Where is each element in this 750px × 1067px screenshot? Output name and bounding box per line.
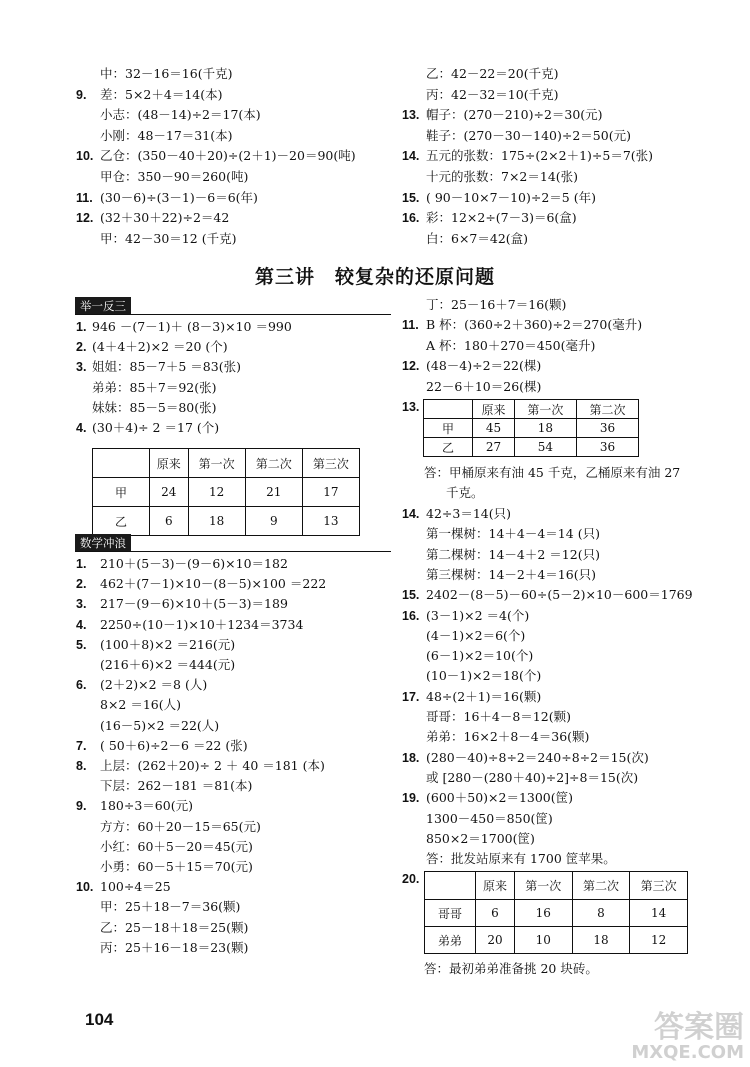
answer-text: 五元的张数：175÷(2×2＋1)÷5＝7(张): [426, 148, 654, 164]
answer-text: (2＋2)×2 ＝8 (人): [100, 677, 208, 693]
answer-text: 十元的张数：7×2＝14(张): [426, 169, 579, 184]
answer-text: 22－6＋10＝26(棵): [426, 378, 542, 394]
table-cell: [425, 872, 476, 900]
table-cell: 18: [188, 507, 245, 536]
answer-text: 姐姐：85－7＋5 ＝83(张): [92, 359, 241, 375]
answer-text: (280－40)÷8÷2＝240÷8÷2＝15(次): [426, 749, 649, 765]
question-number: 2.: [76, 340, 87, 355]
table-cell: 弟弟: [425, 927, 476, 954]
answer-line: [402, 628, 525, 644]
answer-line: [402, 547, 600, 563]
section-title: 第三讲 较复杂的还原问题: [254, 266, 495, 288]
answer-line: [402, 148, 653, 164]
answer-text: 946 －(7－1)＋ (8－3)×10 ＝990: [92, 319, 292, 334]
answer-line: [76, 339, 228, 355]
table-cell: 第三次: [302, 449, 359, 478]
question-number: 20.: [402, 872, 420, 886]
answer-line: [76, 637, 235, 653]
table-q13: [423, 399, 639, 457]
answer-line: [76, 556, 288, 572]
answer-line: [402, 66, 558, 82]
answer-line: [402, 128, 631, 144]
answer-text: 1300－450＝850(筐): [426, 810, 553, 826]
question-number: 5.: [76, 637, 87, 652]
table-cell: 36: [576, 419, 638, 438]
answer-line: [402, 851, 616, 867]
answer-text: 甲：25＋18－7＝36(颗): [100, 899, 241, 915]
answer-line: [402, 587, 693, 603]
question-number: 12.: [402, 359, 420, 374]
answer-text: 中：32－16＝16(千克): [100, 66, 233, 81]
answer-text: 弟弟：85＋7＝92(张): [92, 379, 217, 395]
answer-line: [76, 596, 288, 612]
answer-text: A 杯：180＋270＝450(毫升): [426, 337, 596, 353]
answer-line: [76, 899, 240, 915]
answer-line: [76, 859, 253, 875]
question-number: 2.: [76, 577, 87, 592]
table-cell: 12: [630, 927, 688, 954]
question-number: 4.: [76, 421, 87, 435]
answer-line: [76, 107, 261, 123]
answer-line: [76, 231, 236, 247]
answer-text: (100＋8)×2 ＝216(元): [100, 636, 236, 652]
answer-line: [76, 359, 241, 375]
answer-text: 第二棵树：14－4＋2 ＝12(只): [426, 546, 600, 562]
answer-line: [76, 758, 325, 774]
answer-text: 或 [280－(280＋40)÷2]÷8＝15(次): [426, 769, 639, 785]
answer-line: [402, 231, 528, 247]
answer-line: [76, 940, 248, 956]
answer-text: (10－1)×2＝18(个): [426, 668, 542, 684]
answer-text: 彩：12×2÷(7－3)＝6(盒): [426, 210, 577, 226]
answer-line: [76, 657, 235, 673]
table-cell: 18: [514, 419, 576, 438]
table-cell: 16: [514, 900, 572, 927]
question-number: 11.: [76, 190, 93, 205]
answer-text: (48－4)÷2＝22(棵): [426, 358, 542, 374]
answer-text: 鞋子：(270－30－140)÷2＝50(元): [426, 127, 631, 143]
tag-practice: 举一反三: [75, 297, 131, 315]
answer-text: 第三棵树：14－2＋4＝16(只): [426, 566, 596, 582]
table-q20: [424, 871, 688, 954]
answer-line: [402, 608, 529, 624]
answer-line: [402, 567, 596, 583]
table-cell: 20: [476, 927, 515, 954]
table-cell: 27: [473, 438, 515, 457]
answer-line: [402, 87, 558, 103]
answer-text: 弟弟：16×2＋8－4＝36(颗): [426, 729, 590, 745]
table-cell: 45: [473, 419, 515, 438]
answer-text: 甲：42－30＝12 (千克): [100, 230, 237, 246]
answer-line: [76, 576, 326, 592]
answer-line: [402, 831, 535, 847]
question-number: 8.: [76, 759, 87, 773]
answer-text: (216＋6)×2 ＝444(元): [100, 657, 236, 672]
table-cell: 第二次: [572, 872, 630, 900]
answer-text: 2250÷(10－1)×10＋1234＝3734: [100, 616, 304, 632]
table-q4: [92, 448, 360, 536]
answer-line: [76, 738, 248, 754]
answer-line: [76, 778, 252, 794]
answer-line: [402, 689, 541, 705]
answer-line: [76, 677, 207, 693]
answer-text: 丁：25－16＋7＝16(颗): [426, 297, 567, 312]
answer-text: 乙：42－22＝20(千克): [426, 66, 559, 81]
question-number: 7.: [76, 738, 87, 753]
answer-text: (3－1)×2 ＝4(个): [426, 607, 530, 623]
answer-line: [76, 400, 217, 416]
watermark: 答案圈 MXQE.COM: [631, 1010, 744, 1063]
answer-line: [76, 380, 217, 396]
tag-underline: [75, 551, 391, 552]
answer-text: 千克。: [446, 485, 484, 500]
table-cell: 8: [572, 900, 630, 927]
answer-line: [402, 811, 553, 827]
table-cell: 21: [245, 478, 302, 507]
answer-line: [76, 87, 223, 103]
table-cell: 甲: [424, 419, 473, 438]
table-cell: 原来: [476, 872, 515, 900]
question-number: 14.: [402, 149, 420, 164]
answer-text: (600＋50)×2＝1300(筐): [426, 790, 574, 806]
answer-line: [76, 169, 248, 185]
answer-line: [402, 506, 511, 522]
answer-text: 乙：25－18＋18＝25(颗): [100, 919, 249, 935]
question-number: 15.: [402, 588, 420, 603]
question-number: 11.: [402, 318, 419, 333]
table-cell: 24: [150, 478, 189, 507]
question-number: 6.: [76, 678, 87, 693]
question-number: 19.: [402, 791, 420, 806]
question-number: 4.: [76, 617, 87, 632]
answer-text: 白：6×7＝42(盒): [426, 230, 529, 246]
question-number: 9.: [76, 799, 87, 814]
table-cell: 哥哥: [425, 900, 476, 927]
answer-line: [76, 718, 219, 734]
answer-text: (4－1)×2＝6(个): [426, 627, 526, 643]
answer-line: [402, 770, 638, 786]
answer-text: 哥哥：16＋4－8＝12(颗): [426, 709, 571, 724]
table-cell: [424, 400, 473, 419]
answer-text: 下层：262－181 ＝81(本): [100, 778, 253, 794]
table-cell: 第一次: [514, 400, 576, 419]
answer-text: 8×2 ＝16(人): [100, 697, 182, 713]
answer-text: 2402－(8－5)－60÷(5－2)×10－600＝1769: [426, 587, 693, 603]
table-cell: 乙: [424, 438, 473, 457]
answer-line: [76, 148, 356, 164]
answer-text: ( 90－10×7－10)÷2＝5 (年): [426, 189, 596, 205]
answer-text: 上层：(262＋20)÷ 2 ＋ 40 ＝181 (本): [100, 758, 325, 773]
table-cell: 10: [514, 927, 572, 954]
answer-text: 小刚：48－17＝31(本): [100, 127, 233, 143]
answer-text: 462＋(7－1)×10－(8－5)×100 ＝222: [100, 576, 327, 592]
table-cell: [93, 449, 150, 478]
table-cell: 18: [572, 927, 630, 954]
table-cell: 9: [245, 507, 302, 536]
table-cell: 乙: [93, 507, 150, 536]
answer-text: 乙仓：(350－40＋20)÷(2＋1)－20＝90(吨): [100, 148, 356, 164]
answer-line: [402, 210, 577, 226]
question-number: 1.: [76, 557, 87, 571]
question-number: 9.: [76, 87, 87, 102]
table-cell: 第三次: [630, 872, 688, 900]
answer-text: (16－5)×2 ＝22(人): [100, 717, 220, 733]
table-cell: 第一次: [188, 449, 245, 478]
answer-line: [76, 319, 292, 335]
answer-text: 答：最初弟弟准备挑 20 块砖。: [424, 961, 598, 976]
answer-line: [402, 668, 541, 684]
table-cell: 原来: [473, 400, 515, 419]
answer-text: 217－(9－6)×10＋(5－3)＝189: [100, 596, 288, 612]
answer-text: ( 50＋6)÷2－6 ＝22 (张): [100, 737, 248, 753]
table-cell: 17: [302, 478, 359, 507]
table-cell: 第一次: [514, 872, 572, 900]
question-number: 15.: [402, 190, 420, 205]
tag-underline: [75, 314, 391, 315]
question-number: 18.: [402, 750, 420, 765]
answer-line: [402, 317, 642, 333]
question-number: 3.: [76, 597, 87, 612]
question-number: 16.: [402, 608, 420, 623]
table-cell: 12: [188, 478, 245, 507]
answer-line: [402, 790, 573, 806]
answer-line: [76, 920, 248, 936]
answer-text: 850×2＝1700(筐): [426, 830, 535, 846]
answer-text: 甲仓：350－90＝260(吨): [100, 169, 249, 184]
tag-math-surf: 数学冲浪: [75, 534, 131, 552]
answer-line: [76, 190, 258, 206]
answer-text: (32＋30＋22)÷2＝42: [100, 210, 230, 226]
answer-text: 42÷3＝14(只): [426, 506, 511, 521]
answer-text: (30＋4)÷ 2 ＝17 (个): [92, 420, 220, 435]
table-cell: 第二次: [245, 449, 302, 478]
answer-text: 丙：25＋16－18＝23(颗): [100, 939, 249, 955]
table-cell: 甲: [93, 478, 150, 507]
question-number: 17.: [402, 689, 420, 704]
answer-text: 180÷3＝60(元): [100, 798, 193, 814]
answer-line: [76, 798, 193, 814]
question-number: 12.: [76, 211, 94, 226]
answer-line: [402, 729, 589, 745]
answer-text: 差：5×2＋4＝14(本): [100, 86, 223, 102]
answer-line: [76, 819, 261, 835]
answer-text: 100÷4＝25: [100, 879, 171, 895]
answer-text: 答：批发站原来有 1700 筐苹果。: [426, 851, 616, 867]
table-cell: 14: [630, 900, 688, 927]
question-number: 1.: [76, 320, 87, 334]
table-cell: 原来: [150, 449, 189, 478]
answer-line: [76, 879, 171, 895]
answer-line: [402, 750, 649, 766]
question-number: 14.: [402, 507, 420, 521]
answer-line: [402, 648, 533, 664]
answer-line: [76, 210, 229, 226]
answer-text: 小勇：60－5＋15＝70(元): [100, 859, 253, 874]
table-cell: 13: [302, 507, 359, 536]
question-number: 16.: [402, 211, 420, 226]
question-number: 10.: [76, 880, 94, 895]
table-cell: 第二次: [576, 400, 638, 419]
answer-line: [402, 379, 541, 395]
answer-line: [402, 107, 603, 123]
answer-line: [76, 839, 253, 855]
answer-line: [402, 297, 566, 313]
question-number: 10.: [76, 149, 94, 164]
answer-text: (4＋4＋2)×2 ＝20 (个): [92, 339, 228, 355]
answer-line: [76, 128, 232, 144]
page-number: 104: [85, 1010, 114, 1029]
table-cell: 54: [514, 438, 576, 457]
answer-text: 小红：60＋5－20＝45(元): [100, 838, 253, 854]
table-cell: 36: [576, 438, 638, 457]
answer-text: 方方：60＋20－15＝65(元): [100, 818, 261, 834]
table-cell: 6: [150, 507, 189, 536]
answer-text: 妹妹：85－5＝80(张): [92, 399, 217, 415]
table-cell: 6: [476, 900, 515, 927]
question-number: 3.: [76, 360, 87, 375]
answer-text: 48÷(2＋1)＝16(颗): [426, 688, 542, 704]
answer-line: [76, 420, 219, 436]
answer-text: 答：甲桶原来有油 45 千克，乙桶原来有油 27: [424, 465, 681, 480]
answer-text: 第一棵树：14＋4－4＝14 (只): [426, 526, 600, 542]
answer-line: [76, 66, 232, 82]
answer-line: [402, 190, 596, 206]
question-number: 13.: [402, 400, 420, 414]
answer-text: 帽子：(270－210)÷2＝30(元): [426, 107, 603, 123]
answer-line: [402, 169, 578, 185]
answer-line: [76, 617, 303, 633]
answer-line: [402, 358, 541, 374]
answer-line: [402, 526, 600, 542]
question-number: 13.: [402, 108, 420, 123]
answer-line: [402, 709, 571, 725]
answer-text: (30－6)÷(3－1)－6＝6(年): [100, 189, 258, 205]
answer-text: 小志：(48－14)÷2＝17(本): [100, 107, 261, 123]
answer-text: (6－1)×2＝10(个): [426, 648, 534, 664]
answer-line: [402, 338, 595, 354]
answer-text: 丙：42－32＝10(千克): [426, 86, 559, 102]
answer-text: 210＋(5－3)－(9－6)×10＝182: [100, 556, 288, 571]
answer-line: [76, 697, 181, 713]
answer-text: B 杯：(360÷2＋360)÷2＝270(毫升): [426, 317, 643, 333]
